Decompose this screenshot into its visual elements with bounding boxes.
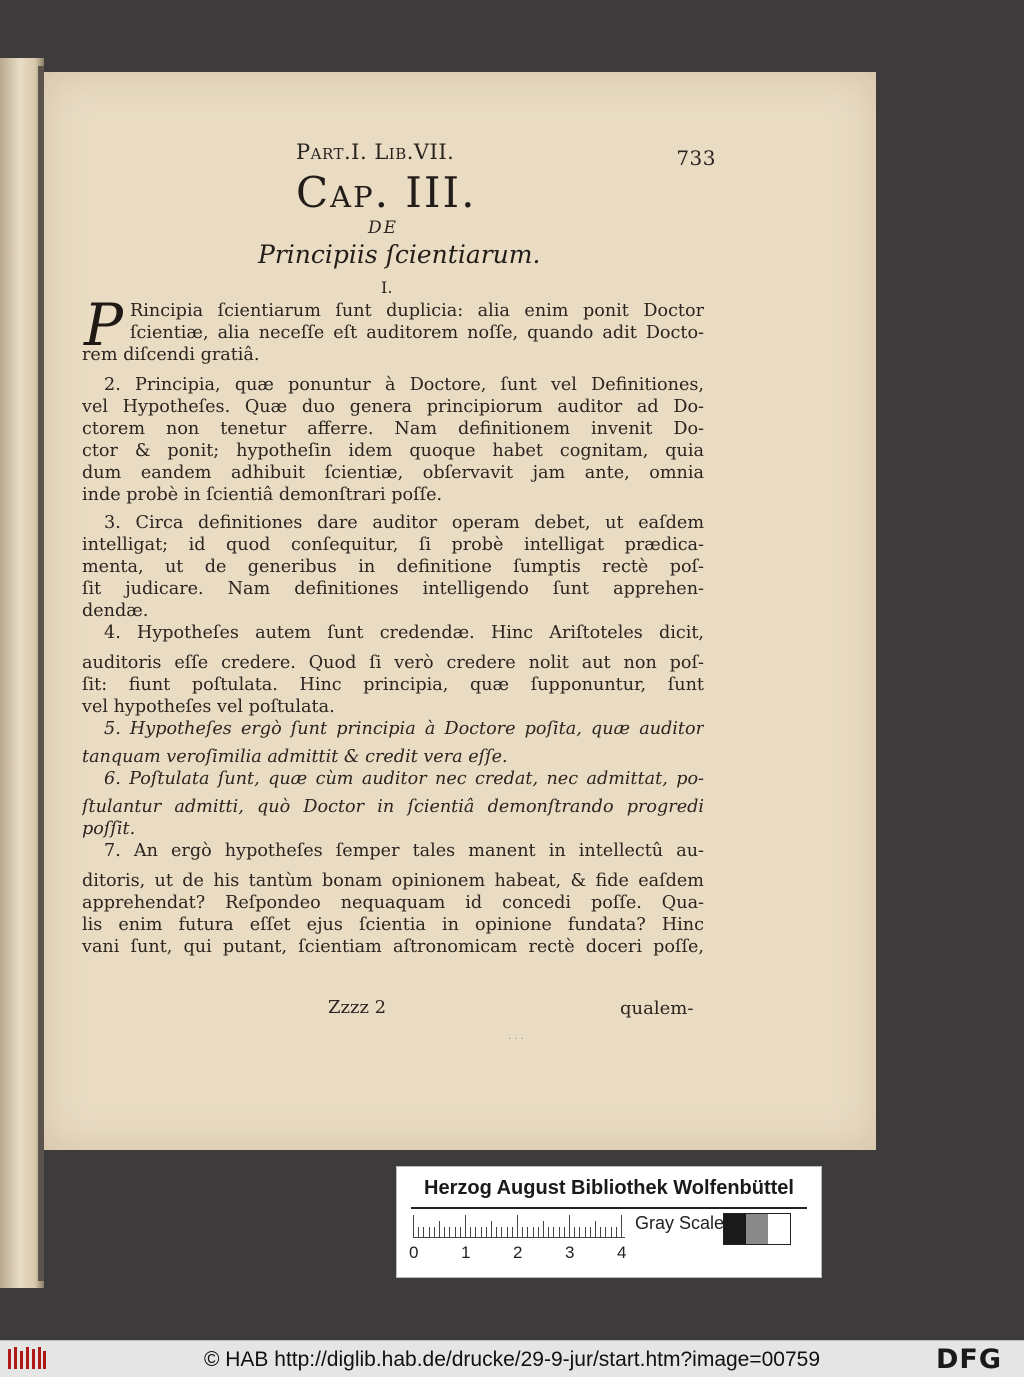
ruler-tick <box>605 1227 606 1237</box>
gray-scale-patches <box>723 1213 791 1245</box>
text-line: lis enim futura eſſet ejus ſcientia in opinione fundata? Hinc <box>82 915 704 935</box>
text-line: ditoris, ut de his tantùm bonam opinionem habeat, & fide eaſdem <box>82 871 704 891</box>
text-line: menta, ut de generibus in definitione ſumptis rectè poſ- <box>82 557 704 577</box>
text-line: 2. Principia, quæ ponuntur à Doctore, ſunt vel Definitiones, <box>104 375 704 395</box>
ruler-tick <box>527 1227 528 1237</box>
ruler-tick <box>559 1227 560 1237</box>
text-line: ſit judicare. Nam definitiones intelligendo ſunt apprehen- <box>82 579 704 599</box>
text-line: ctor & ponit; hypotheſin idem quoque habet cognitam, quia <box>82 441 704 461</box>
ruler-tick <box>413 1215 414 1237</box>
text-line: 4. Hypotheſes autem ſunt credendæ. Hinc Ariſtoteles dicit, <box>104 623 704 643</box>
ruler-tick <box>553 1227 554 1237</box>
ruler-tick <box>548 1227 549 1237</box>
text-line: ſcientiæ, alia neceſſe eſt auditorem noſſe, quando adit Docto- <box>130 323 704 343</box>
ruler-tick <box>522 1227 523 1237</box>
ruler-tick <box>501 1227 502 1237</box>
chapter-de: DE <box>368 218 399 238</box>
text-line: ſit: fiunt poſtulata. Hinc principia, quæ ſupponuntur, ſunt <box>82 675 704 695</box>
text-line: vel hypotheſes vel poſtulata. <box>82 697 335 717</box>
text-line: 7. An ergò hypotheſes ſemper tales manent in intellectû au- <box>104 841 704 861</box>
color-target-card <box>396 1166 822 1278</box>
chapter-title: Principiis ſcientiarum. <box>258 240 541 269</box>
ruler-tick <box>579 1227 580 1237</box>
gray-scale-label: Gray Scale <box>635 1213 725 1233</box>
ruler-tick <box>543 1221 544 1237</box>
scale-ruler <box>413 1211 629 1239</box>
running-header <box>296 140 716 168</box>
ruler-tick <box>611 1227 612 1237</box>
ruler-tick <box>533 1227 534 1237</box>
ruler-tick <box>486 1227 487 1237</box>
running-title: Part.I. Lib.VII. <box>296 140 455 164</box>
text-line: dum eandem adhibuit ſcientiæ, obſervavit jam ante, omnia <box>82 463 704 483</box>
ruler-tick <box>475 1227 476 1237</box>
catchword: qualem- <box>620 998 694 1019</box>
scale-number: 3 <box>565 1243 575 1262</box>
text-line: Rincipia ſcientiarum ſunt duplicia: alia enim ponit Doctor <box>130 301 704 321</box>
section-number: I. <box>381 278 393 297</box>
drop-cap-initial: P <box>84 291 124 359</box>
text-line: 3. Circa definitiones dare auditor operam debet, ut eaſdem <box>104 513 704 533</box>
text-line: vani ſunt, qui putant, ſcientiam aſtronomicam rectè doceri poſſe, <box>82 937 704 957</box>
ruler-tick <box>569 1215 570 1237</box>
gray-patch-white <box>768 1214 790 1244</box>
ruler-tick <box>507 1227 508 1237</box>
scale-number: 2 <box>513 1243 523 1262</box>
text-line: ſtulantur admitti, quò Doctor in ſcientiâ demonſtrando progredi <box>82 797 704 817</box>
ruler-tick <box>470 1227 471 1237</box>
signature-mark: Zzzz 2 <box>328 997 387 1018</box>
ruler-tick <box>481 1227 482 1237</box>
ruler-tick <box>465 1215 466 1237</box>
scale-number: 0 <box>409 1243 419 1262</box>
text-line: vel Hypotheſes. Quæ duo genera principiorum auditor ad Do- <box>82 397 704 417</box>
scale-number: 4 <box>617 1243 627 1262</box>
ruler-baseline <box>413 1237 625 1238</box>
ruler-tick <box>491 1221 492 1237</box>
page-number: 733 <box>676 146 716 170</box>
ruler-tick <box>434 1227 435 1237</box>
text-line: auditoris eſſe credere. Quod ſi verò credere nolit aut non poſ- <box>82 653 704 673</box>
gray-patch-black <box>724 1214 746 1244</box>
text-line: ctorem non tenetur afferre. Nam definitionem invenit Do- <box>82 419 704 439</box>
gray-patch-mid <box>746 1214 768 1244</box>
chapter-heading: Cap. III. <box>296 168 477 217</box>
library-stamp: · · · <box>508 1034 524 1045</box>
text-line: dendæ. <box>82 601 149 621</box>
ruler-tick <box>423 1227 424 1237</box>
copyright-link[interactable]: © HAB http://diglib.hab.de/drucke/29-9-jur/start.htm?image=00759 <box>203 1348 821 1371</box>
text-line: intelligat; id quod conſequitur, ſi probè intelligat prædica- <box>82 535 704 555</box>
scale-number: 1 <box>461 1243 471 1262</box>
ruler-tick <box>574 1227 575 1237</box>
text-line: rem diſcendi gratiâ. <box>82 345 260 365</box>
ruler-tick <box>538 1227 539 1237</box>
ruler-tick <box>439 1221 440 1237</box>
footer-bar <box>0 1340 1024 1377</box>
ruler-tick <box>621 1215 622 1237</box>
ruler-tick <box>496 1227 497 1237</box>
ruler-tick <box>585 1227 586 1237</box>
text-line: tanquam veroſimilia admittit & credit vera eſſe. <box>82 747 508 767</box>
text-line: inde probè in ſcientiâ demonſtrari poſſe. <box>82 485 443 505</box>
text-line: 5. Hypotheſes ergò ſunt principia à Doctore poſita, quæ auditor <box>104 719 704 739</box>
ruler-tick <box>595 1221 596 1237</box>
ruler-tick <box>517 1215 518 1237</box>
target-title: Herzog August Bibliothek Wolfenbüttel <box>424 1177 794 1199</box>
text-line: 6. Poſtulata ſunt, quæ cùm auditor nec credat, nec admittat, po- <box>104 769 704 789</box>
ruler-tick <box>616 1227 617 1237</box>
ruler-tick <box>429 1227 430 1237</box>
ruler-tick <box>449 1227 450 1237</box>
ruler-tick <box>460 1227 461 1237</box>
ruler-tick <box>444 1227 445 1237</box>
ruler-tick <box>455 1227 456 1237</box>
ruler-tick <box>600 1227 601 1237</box>
ruler-tick <box>418 1227 419 1237</box>
text-line: apprehendat? Reſpondeo nequaquam id concedi poſſe. Qua- <box>82 893 704 913</box>
text-line: poſſit. <box>82 819 136 839</box>
ruler-tick <box>590 1227 591 1237</box>
ruler-tick <box>564 1227 565 1237</box>
target-divider <box>411 1207 807 1209</box>
dfg-logo: DFG <box>936 1344 1003 1375</box>
ruler-tick <box>512 1227 513 1237</box>
